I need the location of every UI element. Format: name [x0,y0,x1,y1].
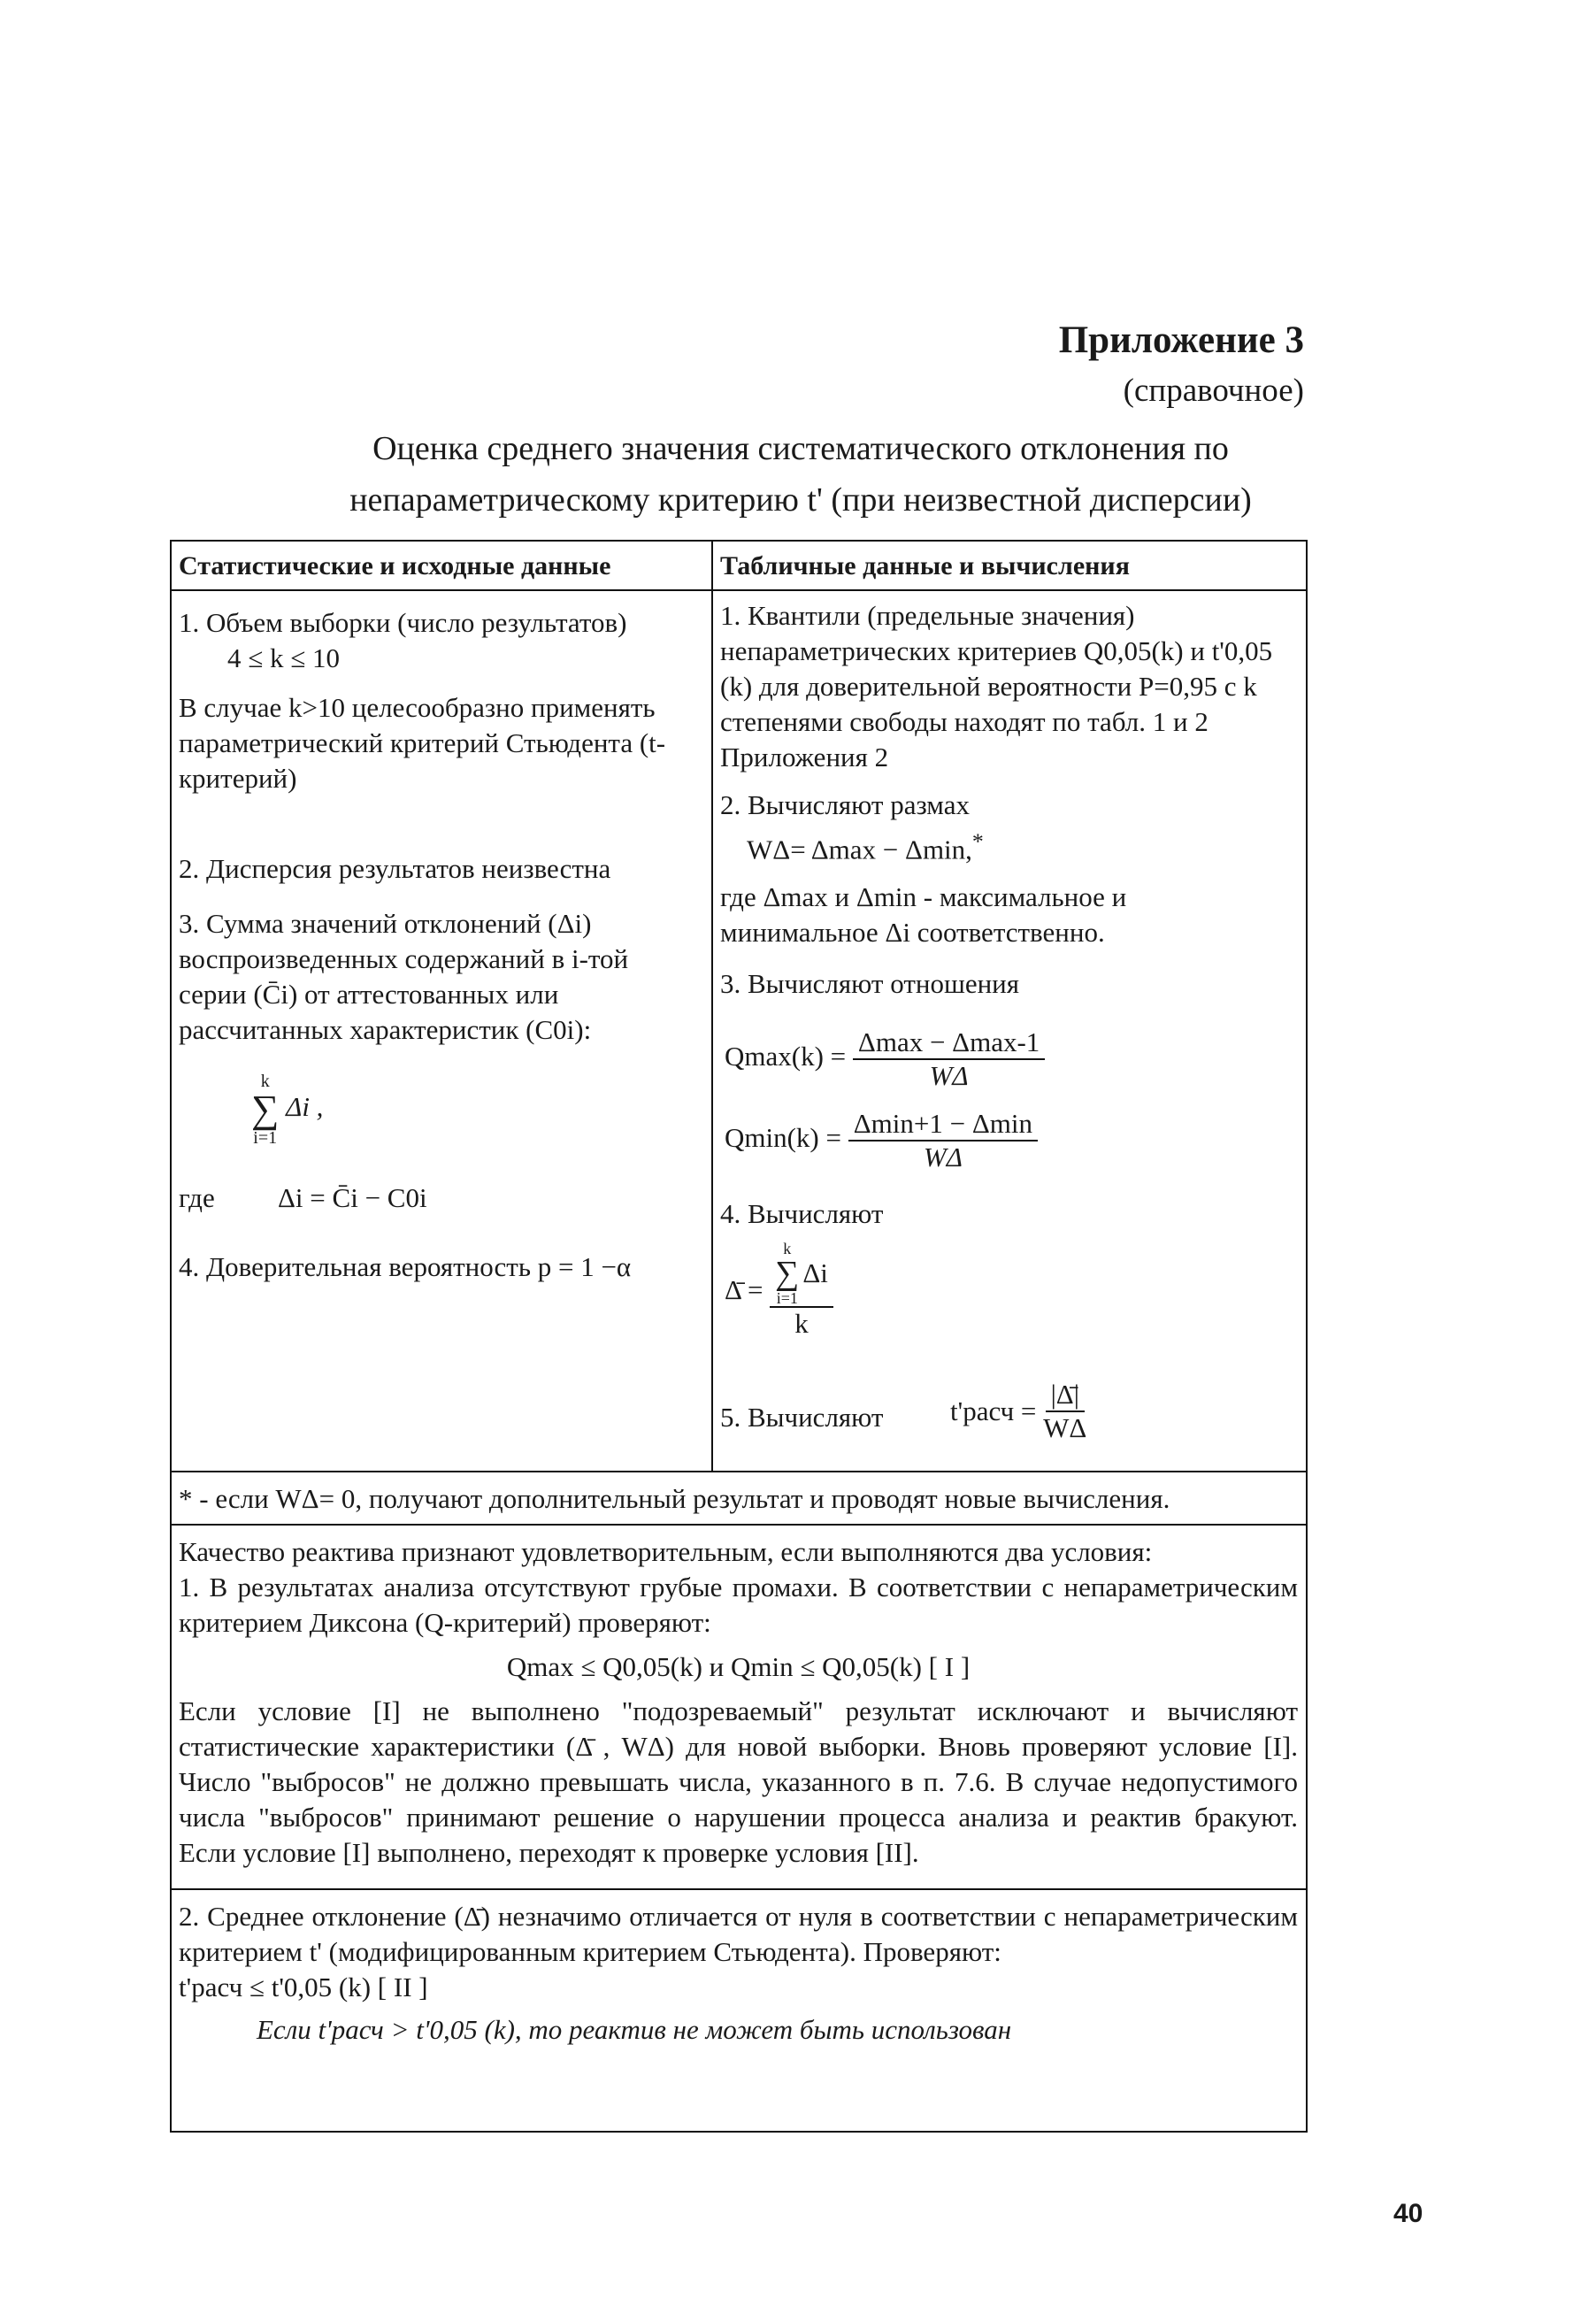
column-divider [711,542,713,1471]
condition-2-block [179,1899,1298,2048]
method-table [170,540,1308,2133]
right-item-5: 5. Вычисляют [720,1402,884,1433]
range-formula: WΔ= Δmax − Δmin,* [747,828,984,865]
q-max-formula: Qmax(k) = $\frac{\Delta\max - \Delta\max-1}{W\Delta}$ [725,1026,1045,1092]
condition-1-explanation: Если условие [I] не выполнено "подозреваемый" результат исключают и вычисляют статистические характеристики (Δ̄ , WΔ) для новой выборки. Вновь проверяют условие [I]. Число "выбросов" не должно превышать числа, указанного в п. 7.6. В случае недопустимого числа "выбросов" принимают решение о нарушении процесса анализа и реактив бракуют. Если условие [I] выполнено, переходят к проверке условия [II]. [179,1695,1298,1868]
page-number: 40 [1393,2199,1423,2228]
quality-intro: Качество реактива признают удовлетворительным, если выполняются два условия: [179,1536,1153,1567]
document-title-line1: Оценка среднего значения систематического отклонения по [372,430,1229,467]
t-calc-formula: t'расч = $\frac{|\Deltā|}{W\Delta}$ [950,1379,1087,1443]
right-item-2: 2. Вычисляют размах [720,789,970,820]
q-min-formula: Qmin(k) = $\frac{\Delta\min+1 - \Delta\min}{W\Delta}$ [725,1108,1038,1173]
condition-2-formula: t'расч ≤ t'0,05 (k) [ II ] [179,1972,428,2002]
right-item-4: 4. Вычисляют [720,1198,884,1229]
right-item-1: 1. Квантили (предельные значения) непараметрических критериев Q0,05(k) и t'0,05 (k) для доверительной вероятности P=0,95 с k степенями свободы находят по табл. 1 и 2 Приложения 2 [720,600,1273,773]
condition-2-text: 2. Среднее отклонение (Δ̄) незначимо отличается от нуля в соответствии с непараметрическим критерием t' (модифицированным критерием Стьюдента). Проверяют: [179,1901,1298,1967]
mean-deviation-formula: Δ̄ = k ∑ i=1 Δi k [725,1241,833,1340]
condition-1-formula: Qmax ≤ Q0,05(k) и Qmin ≤ Q0,05(k) [ I ] [506,1651,971,1682]
document-title-line2: непараметрическому критерию t' (при неизвестной дисперсии) [349,481,1252,519]
condition-2-note: Если t'расч > t'0,05 (k), то реактив не может быть использован [257,2014,1012,2045]
condition-rule [172,1888,1306,1890]
right-item-3: 3. Вычисляют отношения [720,968,1020,999]
appendix-title: Приложение 3 [1058,319,1304,361]
sample-size-range: 4 ≤ k ≤ 10 [227,642,341,673]
appendix-subtitle: (справочное) [1123,373,1304,409]
body-rule [172,1471,1306,1472]
deviation-definition: Δi = C̄i − C0i [278,1182,427,1213]
range-explanation: где Δmax и Δmin - максимальное и минимальное Δi соответственно. [720,881,1127,948]
left-item-1: 1. Объем выборки (число результатов) 4 ≤ k ≤ 10 В случае k>10 целесообразно применять параметрический критерий Стьюдента (t-критерий) [179,605,701,796]
deviation-sum-formula: k ∑ i=1 Δi , [251,1072,324,1148]
header-right: Табличные данные и вычисления [720,551,1130,580]
left-item-4: 4. Доверительная вероятность p = 1 −α [179,1251,632,1282]
where-label: где [179,1182,215,1213]
header-rule [172,589,1306,591]
left-item-3: 3. Сумма значений отклонений (Δi) воспроизведенных содержаний в i-той серии (C̄i) от аттестованных или рассчитанных характеристик (C0i): [179,908,629,1045]
footnote-rule [172,1524,1306,1526]
condition-1-text: 1. В результатах анализа отсутствуют грубые промахи. В соответствии с непараметрическим критерием Диксона (Q-критерий) проверяют: [179,1572,1298,1638]
header-left: Статистические и исходные данные [179,551,611,580]
condition-1-block [179,1534,1298,1871]
left-item-2: 2. Дисперсия результатов неизвестна [179,853,611,884]
sample-size-note: В случае k>10 целесообразно применять параметрический критерий Стьюдента (t-критерий) [179,692,666,794]
zero-range-footnote: * - если WΔ= 0, получают дополнительный результат и проводят новые вычисления. [179,1483,1170,1514]
